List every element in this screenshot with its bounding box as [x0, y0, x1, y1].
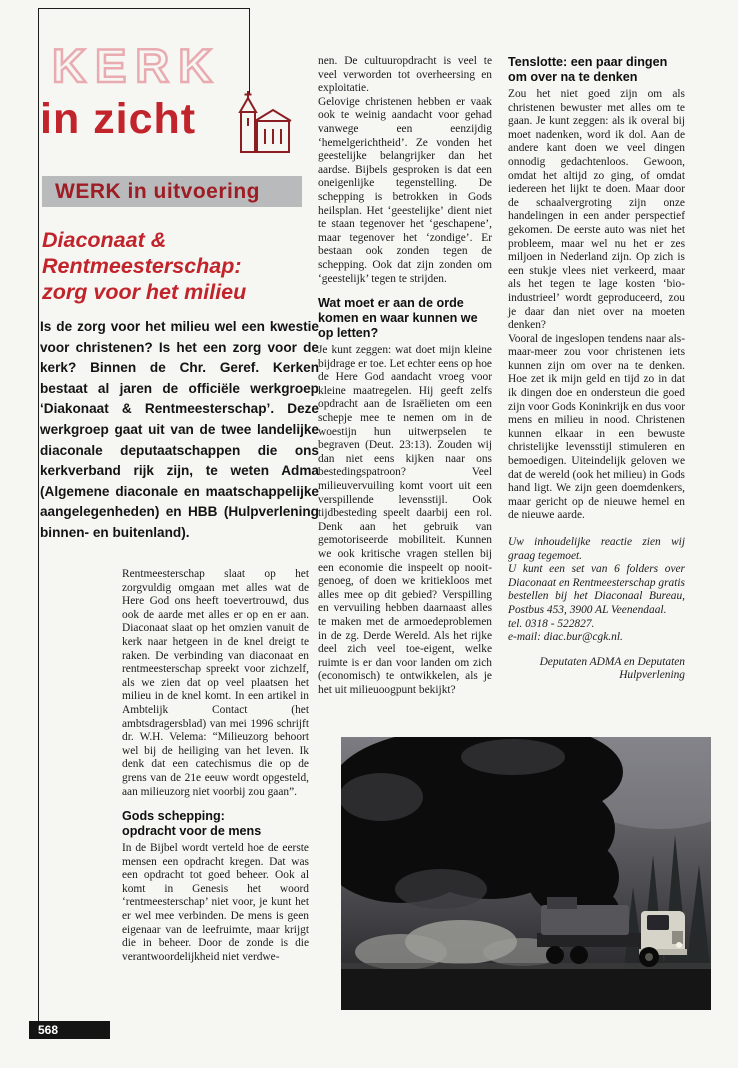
article-intro: Is de zorg voor het milieu wel een kwestie voor christenen? Is het een zorg voor de kerk? Binnen de Chr. Geref. Kerken bestaat al jaren de officiële werkgroep ‘Diakonaat & Rentmeesterschap’. Deze werkgroep gaat uit van de twee landelijke diaconale deputaatschappen die ons kerkverband rijk zijn, te weten Adma (Algemene diaconale en maatschappelijke aangelegenheden) en HBB (Hulpverlening binnen- en buitenland). — [40, 319, 319, 540]
body-paragraph: In de Bijbel wordt verteld hoe de eerste mensen een opdracht kregen. Dat was een opdracht tot goed beheer. Ook al komt in Genesis het woord ‘rentmeesterschap’ niet voor, je kunt het er wel mee verbinden. De mens is geen eigenaar van de leefruimte, maar krijgt die in beheer. Door de zonde is die verantwoordelijkheid niet verdwe- — [122, 842, 309, 963]
contact-line-phone: tel. 0318 - 522827. — [508, 617, 595, 630]
subheading-tenslotte: Tenslotte: een paar dingen om over na te denken — [508, 55, 668, 84]
subheading-wat-moet-er: Wat moet er aan de orde komen en waar kunnen we op letten? — [318, 296, 478, 341]
body-paragraph: Zou het niet goed zijn om als christenen bewuster met alles om te gaan. Je kunt zeggen: als ik overal bij moet nadenken, word ik dol. Aan de andere kant doen we veel dingen onnodig gedachtenloos. Gewoon, omdat het altijd zo ging, of omdat iedereen het lijkt te doen. Maar door de schaalvergroting zijn onze handelingen in een ander perspectief gekomen. De eerste auto was niet het probleem, maar wel nu het er zes miljoen in Nederland zijn. Op zich is een stukje vlees niet verkeerd, maar als het tegen te lage kosten ‘bio-industrieel’ wordt geproduceerd, zou je daar dan niet over na moeten denken? — [508, 88, 685, 332]
body-paragraph: Rentmeesterschap slaat op het zorgvuldig omgaan met alles wat de Here God ons heeft toevertrouwd, dus ook de aarde met alles er op en er aan. Diaconaat slaat op het omzien vanuit de kerk naar hetgeen in de knel dreigt te raken. De verbinding van diaconaat en rentmeesterschap spreekt voor zichzelf, als we zien dat op veel plaatsen het milieu in de knel komt. In een artikel in Ambtelijk Contact (het ambtsdragersblad) van mei 1996 schrijft dr. W.H. Velema: “Milieuzorg behoort wel bij de heiliging van het leven. Ik denk dat een catechismus die op de grens van de 21e eeuw wordt opgesteld, aan milieuzorg niet voorbij zou gaan”. — [122, 568, 309, 798]
photo-illustration — [341, 737, 711, 1010]
logo-kerk-text: KERK — [52, 39, 222, 92]
signature — [508, 656, 685, 683]
left-margin-rule — [38, 8, 39, 1038]
top-decorative-line — [38, 8, 250, 9]
body-paragraph: Je kunt zeggen: wat doet mijn kleine bijdrage er toe. Let echter eens op hoe de Here God aandacht vroeg voor kleine maatregelen. Hij geeft zelfs opdracht aan de Israëlieten om een schepje mee te nemen om in de woestijn hun uitwerpselen te begraven (Deut. 23:13). Zouden wij dan niet eens kijken naar ons bestedingspatroon? Veel milieuvervuiling komt voort uit een verspillende levensstijl. Ook tijdbesteding speelt daarbij een rol. Denk aan het gebruik van gemotoriseerde mobiliteit. Kunnen we ook kritische vragen stellen bij een economie die inspeelt op nooit-genoeg, of doen we kritiekloos met alles mee op dit gebied? Verspilling en vervuiling hebben daarnaast alles te maken met de armoedeproblemen in de zg. Derde Wereld. Als het rijke deel zich veel toe-eigent, welke ruimte is er dan voor landen om zich (economisch) te ontwikkelen, als je het uit milieuoogpunt bekijkt? — [318, 344, 492, 696]
church-icon — [226, 90, 302, 154]
signature-line2: Hulpverlening — [619, 669, 685, 682]
body-paragraph: Gelovige christenen hebben er vaak ook te weinig aandacht voor gehad vanwege een eenzijdig ‘hemelgerichtheid’. Ze vonden het geestelijke belangrijker dan het aardse. Bijbels gesproken is dat een oneigenlijke tegenstelling. De schepping is betrokken in Gods heilsplan. Het ‘geestelijke’ dient niet te staan tegenover het ‘geschapene’, maar tegenover het ‘zondige’. Er bestaan ook zonden tegen de schepping. Ook dat zijn zonden om ‘geestelijk’ tegen te strijden. — [318, 95, 492, 285]
subheading-line1: Gods schepping: — [122, 809, 225, 824]
body-paragraph: Vooral de ingeslopen tendens naar als-maar-meer zou voor christenen iets kunnen zijn om over na te denken. Hoe zet ik mijn geld en tijd zo in dat ik dingen doe en ondersteun die goed zijn voor Gods Koninkrijk en dus voor mens en milieu in nood. Christenen kunnen elkaar in een bewuste christelijke levensstijl stimuleren en bemoedigen. Uiteindelijk geloven we dat de wereld (ook het milieu) in Gods hand ligt. We zijn geen doemdenkers, maar gericht op de nieuwe hemel en de nieuwe aarde. — [508, 332, 685, 522]
contact-line-email: e-mail: diac.bur@cgk.nl. — [508, 631, 623, 644]
article-title-line1: Diaconaat & Rentmeesterschap: — [42, 228, 242, 278]
column-left — [122, 568, 309, 964]
logo-in-zicht-text: in zicht — [40, 95, 197, 143]
signature-line1: Deputaten ADMA en Deputaten — [539, 655, 685, 668]
subheading-line2: opdracht voor de mens — [122, 824, 262, 839]
top-decorative-line-vertical — [249, 8, 250, 94]
photo-truck-smoke — [341, 737, 711, 1010]
column-middle — [318, 55, 492, 698]
contact-line: Uw inhoudelijke reactie zien wij graag tegemoet. — [508, 536, 685, 562]
road — [341, 969, 711, 1010]
section-banner: WERK in uitvoering — [42, 176, 302, 207]
page-number-badge: 568 — [29, 1021, 110, 1039]
contact-block — [508, 536, 685, 645]
contact-line: U kunt een set van 6 folders over Diaconaat en Rentmeesterschap gratis bestellen bij het Diaconaal Bureau, Postbus 453, 3900 AL Veenendaal. — [508, 563, 685, 616]
column-right — [508, 55, 685, 683]
article-title-line2: zorg voor het milieu — [42, 280, 247, 304]
article-title — [42, 227, 337, 305]
subheading-gods-schepping — [122, 809, 309, 839]
body-paragraph: nen. De cultuuropdracht is veel te veel verworden tot overheersing en exploitatie. — [318, 55, 492, 95]
